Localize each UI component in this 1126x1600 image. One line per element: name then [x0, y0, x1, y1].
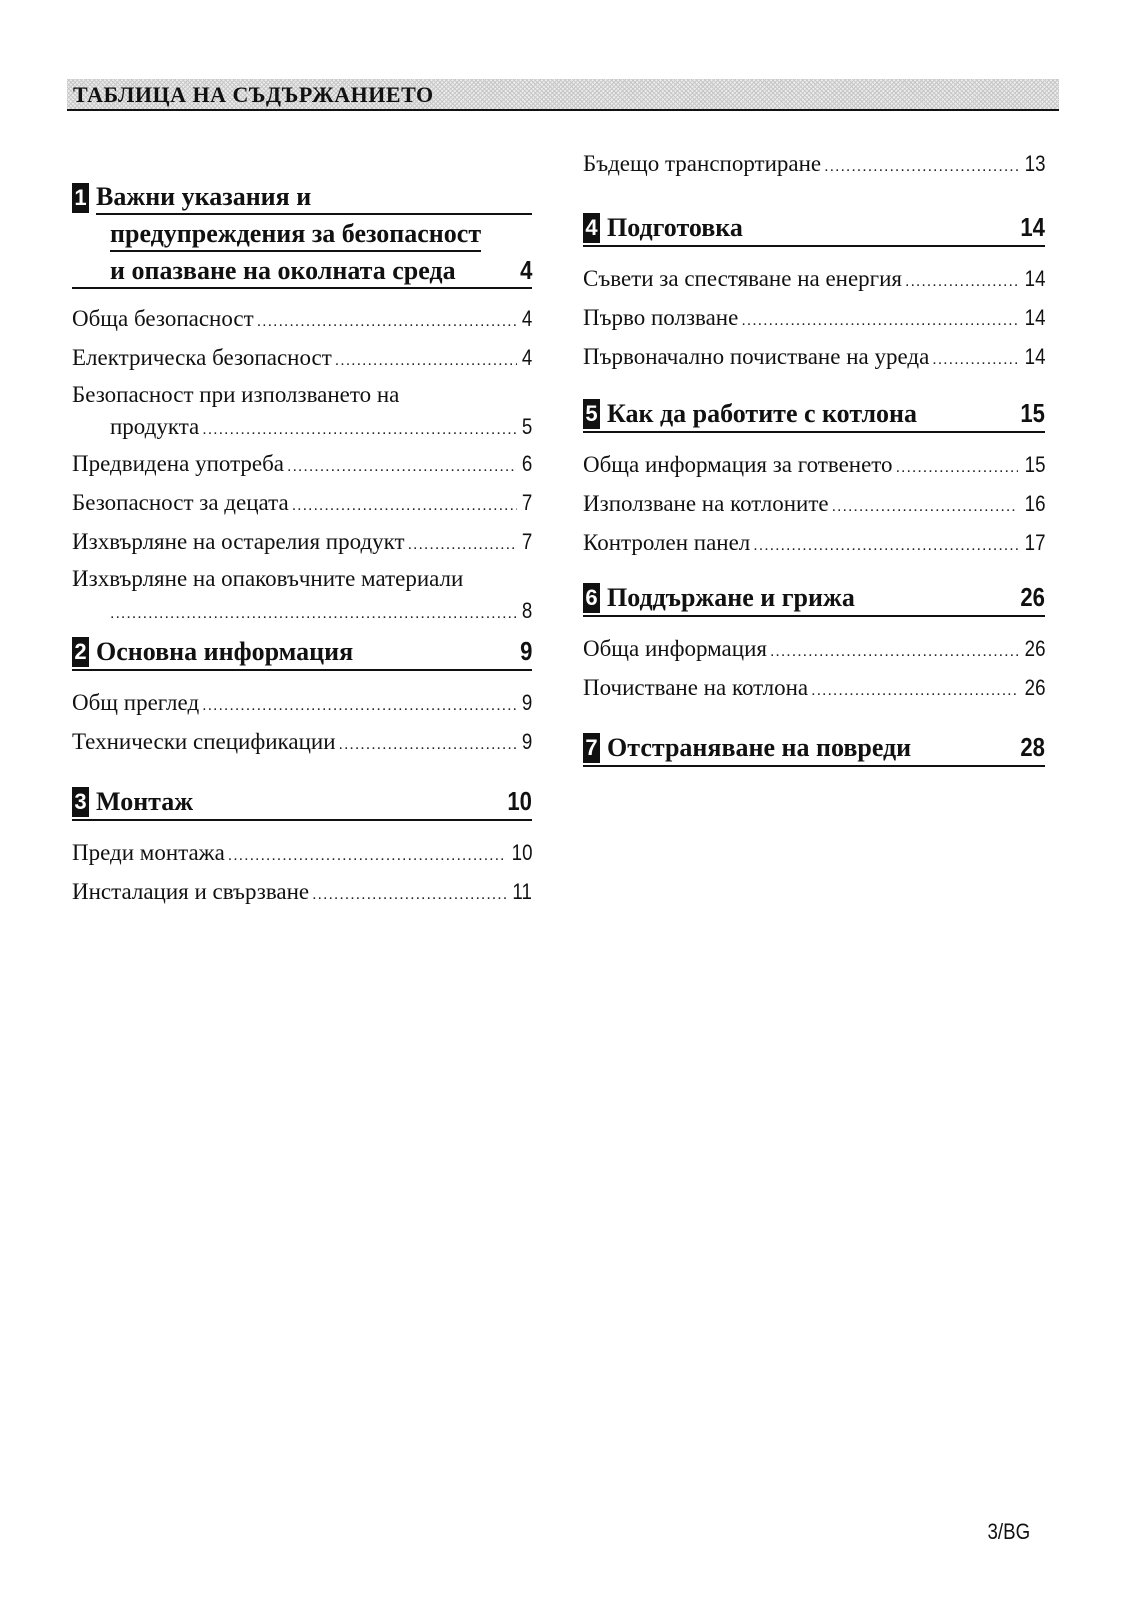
toc-section-3	[72, 784, 532, 913]
section-number-badge: 2	[72, 637, 89, 667]
entry-label: Електрическа безопасност	[72, 345, 332, 370]
toc-entry[interactable]	[72, 524, 532, 563]
entry-page: 11	[512, 879, 532, 904]
section-title: Подготовка	[607, 213, 743, 242]
toc-entry[interactable]	[583, 146, 1045, 185]
entry-page: 4	[521, 306, 532, 331]
section-page-number: 9	[519, 636, 532, 666]
section-title: Как да работите с котлона	[607, 399, 918, 428]
section-title: Отстраняване на повреди	[607, 733, 912, 762]
entry-label: Технически спецификации	[72, 729, 336, 754]
toc-entry[interactable]	[583, 670, 1045, 709]
toc-entry[interactable]	[583, 339, 1045, 378]
toc-entry[interactable]	[72, 724, 532, 763]
toc-section-3-continued	[583, 146, 1045, 185]
dot-leader	[811, 673, 1017, 709]
entry-page: 13	[1024, 151, 1045, 176]
toc-entry[interactable]	[72, 563, 532, 630]
entry-label: Контролен панел	[583, 530, 751, 555]
entry-label: Инсталация и свързване	[72, 879, 310, 904]
entry-page: 14	[1024, 266, 1045, 291]
entry-label: Използване на котлоните	[583, 491, 829, 516]
entry-label: Обща безопасност	[72, 306, 254, 331]
entry-page: 26	[1024, 675, 1045, 700]
section-page-number: 10	[507, 786, 532, 816]
dot-leader	[753, 528, 1017, 564]
section-4-heading[interactable]	[583, 210, 1045, 247]
dot-leader	[339, 727, 517, 763]
toc-entry[interactable]	[583, 300, 1045, 339]
section-2-entries	[72, 685, 532, 763]
dot-leader	[408, 527, 517, 563]
entry-page: 8	[521, 598, 532, 623]
dot-leader	[741, 303, 1017, 339]
entry-label: Безопасност при използването на	[72, 382, 400, 407]
dot-leader	[896, 450, 1018, 486]
entry-label-continued: продукта	[110, 414, 200, 439]
section-title: Монтаж	[96, 787, 194, 816]
entry-label: Съвети за спестяване на енергия	[583, 266, 903, 291]
dot-leader	[257, 304, 517, 340]
toc-entry[interactable]	[583, 525, 1045, 564]
entry-label: Обща информация	[583, 636, 767, 661]
section-1-entries	[72, 301, 532, 630]
toc-entry[interactable]	[72, 446, 532, 485]
entry-page: 5	[521, 414, 532, 439]
dot-leader	[824, 149, 1017, 185]
toc-section-6	[583, 580, 1045, 709]
toc-section-4	[583, 210, 1045, 378]
entry-page: 17	[1024, 530, 1045, 555]
toc-section-7	[583, 730, 1045, 767]
section-title-line: и опазване на околната среда	[110, 256, 456, 285]
header-bar	[67, 79, 1059, 111]
dot-leader	[770, 634, 1018, 670]
entry-page: 6	[521, 451, 532, 476]
section-number-badge: 3	[72, 787, 89, 817]
toc-entry[interactable]	[583, 486, 1045, 525]
section-page-number: 15	[1020, 398, 1045, 428]
toc-section-1	[72, 180, 532, 630]
section-3-entries	[72, 835, 532, 913]
entry-label: Безопасност за децата	[72, 490, 289, 515]
toc-entry[interactable]	[583, 261, 1045, 300]
entry-label: Обща информация за готвенето	[583, 452, 893, 477]
entry-page: 7	[521, 490, 532, 515]
dot-leader	[202, 688, 517, 724]
section-6-entries	[583, 631, 1045, 709]
entry-label: Изхвърляне на остарелия продукт	[72, 529, 405, 554]
entry-page: 14	[1024, 305, 1045, 330]
toc-entry[interactable]	[72, 835, 532, 874]
toc-entry[interactable]	[72, 485, 532, 524]
entry-label: Първо ползване	[583, 305, 739, 330]
section-4-entries	[583, 261, 1045, 378]
entry-label: Почистване на котлона	[583, 675, 809, 700]
section-3-heading[interactable]	[72, 784, 532, 821]
entry-page: 7	[521, 529, 532, 554]
toc-entry[interactable]	[72, 685, 532, 724]
section-page-number: 4	[519, 255, 532, 285]
section-7-heading[interactable]	[583, 730, 1045, 767]
section-number-badge: 6	[583, 583, 600, 613]
entry-label: Общ преглед	[72, 690, 200, 715]
section-title-line: предупреждения за безопасност	[110, 217, 481, 252]
toc-section-5	[583, 396, 1045, 564]
entry-label: Първоначално почистване на уреда	[583, 344, 930, 369]
dot-leader	[228, 838, 505, 874]
dot-leader	[932, 342, 1017, 378]
entry-label: Предвидена употреба	[72, 451, 285, 476]
entry-page: 15	[1024, 452, 1045, 477]
toc-entry[interactable]	[72, 340, 532, 379]
section-title: Поддържане и грижа	[607, 583, 855, 612]
section-number-badge: 1	[72, 183, 89, 213]
entry-page: 9	[521, 729, 532, 754]
toc-entry[interactable]	[583, 447, 1045, 486]
entry-page: 4	[521, 345, 532, 370]
dot-leader	[287, 449, 517, 485]
dot-leader	[292, 488, 517, 524]
section-5-entries	[583, 447, 1045, 564]
section-title: Основна информация	[96, 637, 354, 666]
section-page-number: 14	[1020, 212, 1045, 242]
toc-entry[interactable]	[583, 631, 1045, 670]
dot-leader	[312, 877, 506, 913]
section-number-badge: 7	[583, 733, 600, 763]
entry-page: 9	[521, 690, 532, 715]
section-page-number: 28	[1020, 732, 1045, 762]
page-title: ТАБЛИЦА НА СЪДЪРЖАНИЕТО	[73, 82, 434, 107]
toc-entry[interactable]	[72, 874, 532, 913]
toc-section-2	[72, 634, 532, 763]
section-6-heading[interactable]	[583, 580, 1045, 617]
toc-entry[interactable]	[72, 301, 532, 340]
entry-label: Бъдещо транспортиране	[583, 151, 822, 176]
entry-page: 26	[1024, 636, 1045, 661]
section-5-heading[interactable]	[583, 396, 1045, 433]
dot-leader	[202, 414, 516, 446]
dot-leader	[905, 264, 1018, 300]
section-title-line: Важни указания и	[96, 180, 532, 215]
section-page-number: 26	[1020, 582, 1045, 612]
section-3-continued-entries	[583, 146, 1045, 185]
section-number-badge: 4	[583, 213, 600, 243]
toc-entry[interactable]	[72, 379, 532, 446]
entry-label: Преди монтажа	[72, 840, 225, 865]
entry-page: 16	[1024, 491, 1045, 516]
entry-page: 14	[1024, 344, 1045, 369]
dot-leader	[832, 489, 1018, 525]
section-number-badge: 5	[583, 399, 600, 429]
dot-leader	[110, 598, 517, 630]
page-number-footer: 3/BG	[987, 1519, 1030, 1544]
entry-page: 10	[511, 840, 532, 865]
section-1-heading[interactable]	[72, 180, 532, 289]
dot-leader	[335, 343, 517, 379]
entry-label: Изхвърляне на опаковъчните материали	[72, 566, 464, 591]
section-2-heading[interactable]	[72, 634, 532, 671]
